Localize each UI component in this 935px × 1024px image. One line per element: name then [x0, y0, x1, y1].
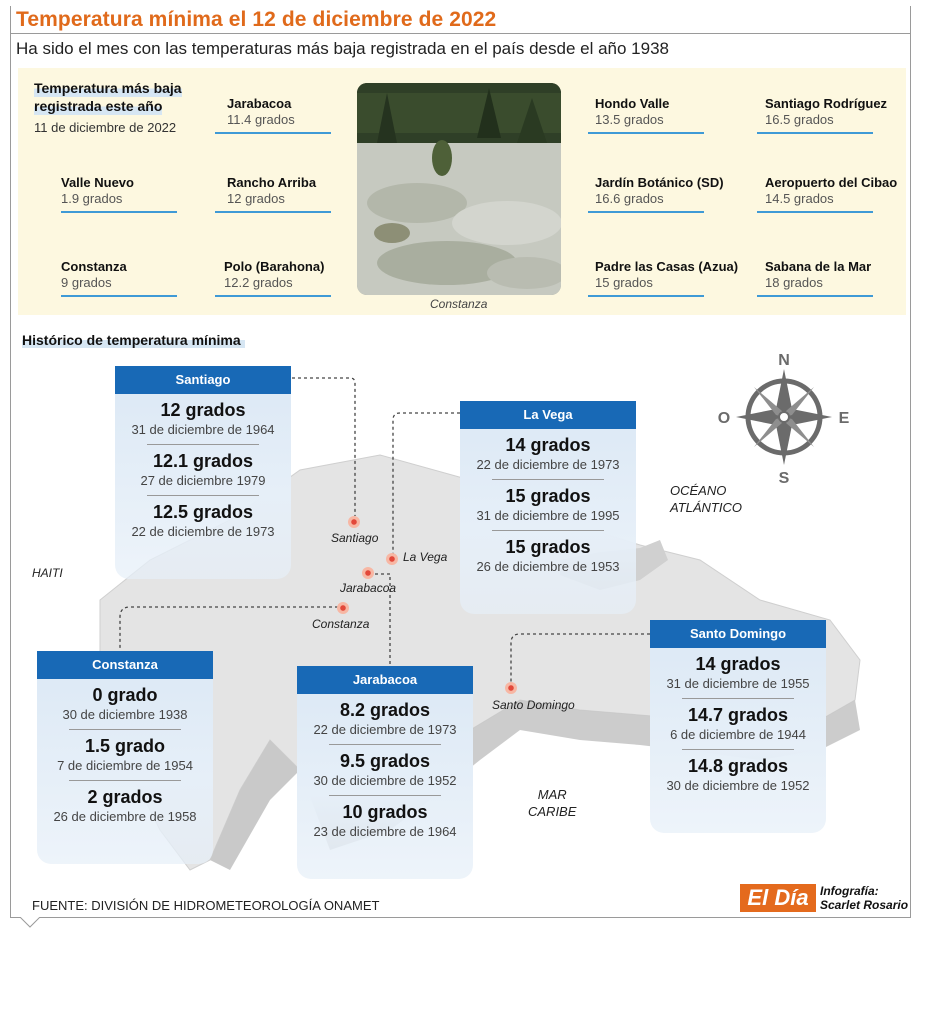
source-note: FUENTE: DIVISIÓN DE HIDROMETEOROLOGÍA ONAMET [32, 898, 380, 913]
el-dia-logo: El Día [740, 884, 816, 912]
record-entry [115, 496, 291, 539]
record-degrees: 0 grado [92, 685, 158, 705]
record-date: 30 de diciembre de 1952 [313, 773, 457, 788]
lowest-heading-line1: Temperatura más baja [34, 80, 182, 96]
record-entry [460, 429, 636, 480]
credit-name: Scarlet Rosario [820, 898, 909, 912]
lowest-date: 11 de diciembre de 2022 [34, 120, 177, 135]
record-entry [650, 648, 826, 699]
card-title: La Vega [460, 401, 636, 429]
station-name: Polo (Barahona) [224, 259, 325, 274]
station-name: Sabana de la Mar [765, 259, 872, 274]
card-title: Santiago [115, 366, 291, 394]
jarabacoa-marker [362, 567, 374, 579]
constanza-marker [337, 602, 349, 614]
record-entry [297, 694, 473, 745]
station-value: 13.5 grados [595, 112, 664, 127]
photo-caption: Constanza [430, 297, 488, 311]
record-degrees: 10 grados [342, 802, 428, 822]
record-date: 7 de diciembre de 1954 [57, 758, 193, 773]
history-title: Histórico de temperatura mínima [22, 332, 245, 348]
map-label-haiti: HAITI [32, 566, 63, 580]
station-name: Valle Nuevo [61, 175, 134, 190]
record-date: 23 de diciembre de 1964 [313, 824, 457, 839]
record-date: 27 de diciembre 1979 [140, 473, 266, 488]
station-value: 16.6 grados [595, 191, 664, 206]
record-entry [460, 480, 636, 531]
record-entry [115, 445, 291, 496]
record-degrees: 8.2 grados [339, 700, 431, 720]
card-title: Constanza [37, 651, 213, 679]
card-jarabacoa [297, 666, 473, 879]
compass-o: O [717, 410, 731, 427]
record-entry [37, 781, 213, 824]
record-date: 26 de diciembre de 1953 [476, 559, 620, 574]
map-label-jarabacoa: Jarabacoa [340, 581, 397, 595]
station-value: 15 grados [595, 275, 653, 290]
santodomingo-marker [505, 682, 517, 694]
record-degrees: 14.7 grados [687, 705, 789, 725]
record-date: 22 de diciembre de 1973 [313, 722, 457, 737]
record-entry [297, 745, 473, 796]
page-subtitle: Ha sido el mes con las temperaturas más baja registrada en el país desde el año 1938 [16, 39, 669, 58]
compass-rose-icon [712, 347, 857, 487]
record-degrees: 1.5 grado [84, 736, 166, 756]
record-degrees: 14 grados [505, 435, 591, 455]
record-date: 31 de diciembre de 1964 [131, 422, 275, 437]
sea-label-line2: CARIBE [528, 804, 577, 819]
card-title: Jarabacoa [297, 666, 473, 694]
station-value: 9 grados [61, 275, 112, 290]
record-entry [460, 531, 636, 574]
card-santiago [115, 366, 291, 579]
record-entry [297, 796, 473, 839]
compass-s: S [778, 470, 790, 487]
station-value: 18 grados [765, 275, 823, 290]
station-value: 1.9 grados [61, 191, 123, 206]
record-entry [37, 730, 213, 781]
station-value: 16.5 grados [765, 112, 834, 127]
map-label-constanza: Constanza [312, 617, 370, 631]
credit-label: Infografía: [820, 884, 879, 898]
record-date: 30 de diciembre 1938 [62, 707, 188, 722]
record-date: 6 de diciembre de 1944 [670, 727, 806, 742]
record-degrees: 14.8 grados [687, 756, 789, 776]
map-label-santodomingo: Santo Domingo [492, 698, 575, 712]
record-date: 22 de diciembre de 1973 [131, 524, 275, 539]
record-degrees: 12.5 grados [152, 502, 254, 522]
record-date: 26 de diciembre de 1958 [53, 809, 197, 824]
record-degrees: 15 grados [505, 486, 591, 506]
lowest-heading-line2: registrada este año [34, 98, 163, 114]
card-constanza [37, 651, 213, 864]
station-name: Santiago Rodríguez [765, 96, 888, 111]
record-date: 31 de diciembre de 1995 [476, 508, 620, 523]
station-name: Constanza [61, 259, 127, 274]
station-name: Jarabacoa [227, 96, 292, 111]
card-santodomingo [650, 620, 826, 833]
record-degrees: 12.1 grados [152, 451, 254, 471]
map-label-santiago: Santiago [331, 531, 379, 545]
record-entry [37, 679, 213, 730]
station-name: Rancho Arriba [227, 175, 317, 190]
speech-tail-icon [20, 917, 44, 929]
card-title: Santo Domingo [650, 620, 826, 648]
record-date: 31 de diciembre de 1955 [666, 676, 810, 691]
sea-label-line1: MAR [537, 787, 567, 802]
record-degrees: 9.5 grados [339, 751, 431, 771]
record-entry [115, 394, 291, 445]
lavega-marker [386, 553, 398, 565]
record-degrees: 14 grados [695, 654, 781, 674]
credit [820, 884, 908, 912]
station-value: 12 grados [227, 191, 285, 206]
record-degrees: 12 grados [160, 400, 246, 420]
ocean-label-line1: OCÉANO [670, 483, 727, 498]
ocean-label [670, 482, 742, 516]
station-value: 14.5 grados [765, 191, 834, 206]
station-name: Jardín Botánico (SD) [595, 175, 724, 190]
compass-n: N [778, 352, 790, 369]
station-name: Padre las Casas (Azua) [595, 259, 739, 274]
map-label-lavega: La Vega [403, 550, 448, 564]
record-degrees: 15 grados [505, 537, 591, 557]
compass-e: E [838, 410, 850, 427]
ocean-label-line2: ATLÁNTICO [670, 500, 742, 515]
sea-label [528, 786, 576, 820]
station-name: Hondo Valle [595, 96, 670, 111]
station-value: 12.2 grados [224, 275, 293, 290]
card-lavega [460, 401, 636, 614]
station-value: 11.4 grados [227, 112, 295, 127]
record-entry [650, 699, 826, 750]
station-name: Aeropuerto del Cibao [765, 175, 898, 190]
record-degrees: 2 grados [87, 787, 163, 807]
record-date: 30 de diciembre de 1952 [666, 778, 810, 793]
record-entry [650, 750, 826, 793]
page-title: Temperatura mínima el 12 de diciembre de 2022 [16, 8, 497, 31]
record-date: 22 de diciembre de 1973 [476, 457, 620, 472]
santiago-marker [348, 516, 360, 528]
